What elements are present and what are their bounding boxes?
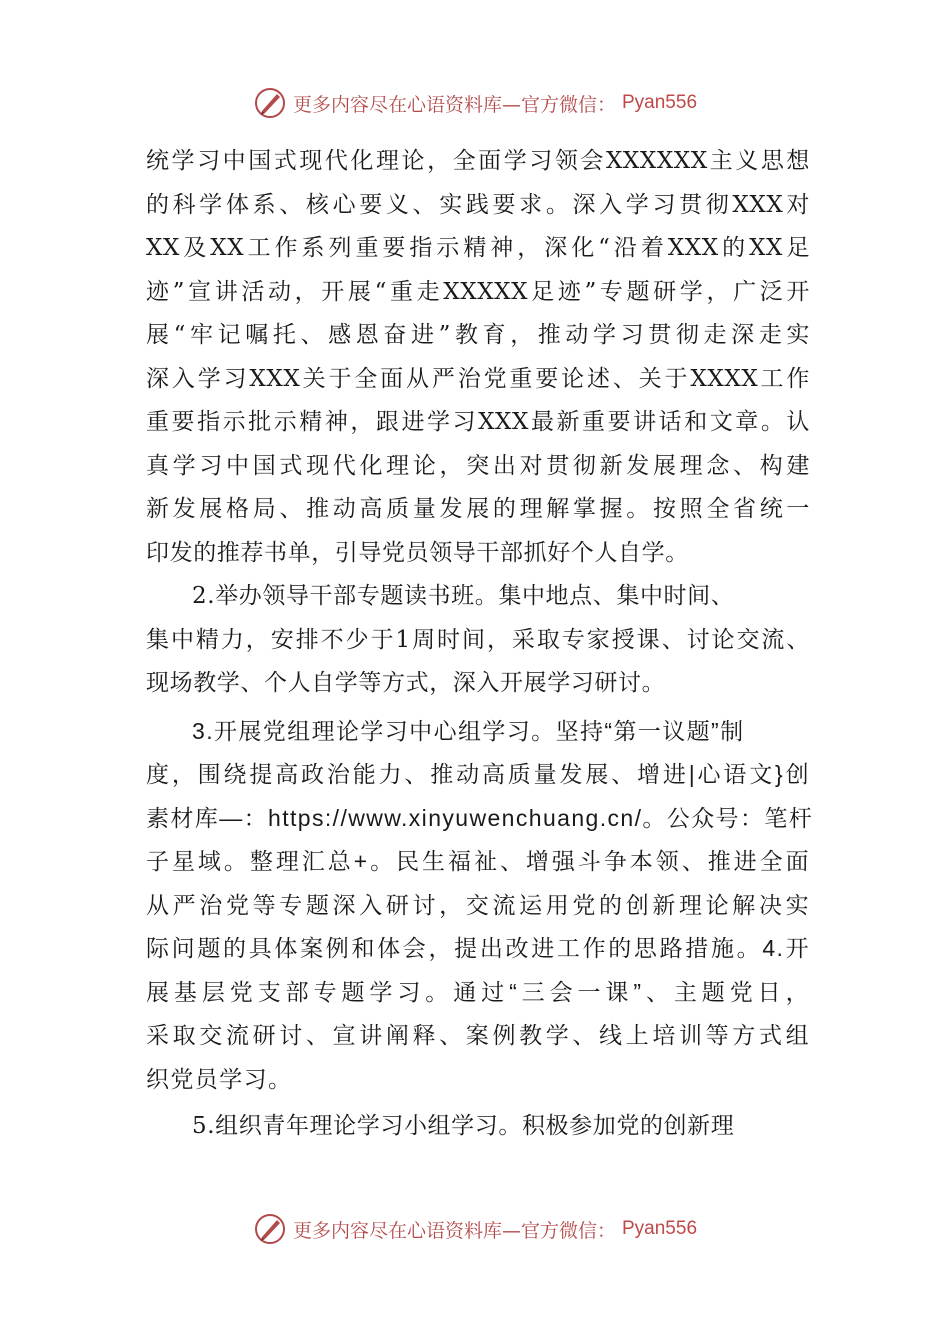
paragraph-5-line: 5.组织青年理论学习小组学习。积极参加党的创新理 [192,1113,735,1139]
watermark-url-line: 素材库—：https://www.xinyuwenchuang.cn/。公众号：笔杆 [146,804,814,831]
body-line: 从严治党等专题深入研讨，交流运用党的创新理论解决实 [146,891,810,918]
body-line: 深入学习XXX关于全面从严治党重要论述、关于XXXX工作 [146,365,810,392]
body-line: 现场教学、个人自学等方式，深入开展学习研讨。 [146,670,666,696]
pen-logo-icon [253,86,287,120]
body-line: 印发的推荐书单，引导党员领导干部抓好个人自学。 [146,539,689,566]
footer-banner-contact: Pyan556 [622,1218,698,1239]
body-line: XX及XX工作系列重要指示精神，深化“沿着XXX的XX足 [146,235,810,261]
body-line: 真学习中国式现代化理论，突出对贯彻新发展理念、构建 [146,452,810,479]
header-banner-contact: Pyan556 [622,92,698,113]
body-line: 的科学体系、核心要义、实践要求。深入学习贯彻XXX对 [146,191,810,218]
pen-logo-icon [253,1212,287,1246]
body-line: 迹”宣讲活动，开展“重走XXXXX足迹”专题研学，广泛开 [146,278,810,305]
body-line: 度，围绕提高政治能力、推动高质量发展、增进|心语文}创 [146,761,810,787]
footer-banner [0,1212,950,1246]
body-line: 采取交流研讨、宣讲阐释、案例教学、线上培训等方式组 [146,1022,810,1048]
body-line: 展基层党支部专题学习。通过“三会一课”、主题党日， [146,978,810,1005]
body-line: 际问题的具体案例和体会，提出改进工作的思路措施。4.开 [146,935,810,961]
paragraph-2-line: 2.举办领导干部专题读书班。集中地点、集中时间、 [192,583,735,609]
body-line: 统学习中国式现代化理论，全面学习领会XXXXXX主义思想 [146,148,810,174]
body-line: 展“牢记嘱托、感恩奋进”教育，推动学习贯彻走深走实 [146,322,810,348]
footer-banner-text: 更多内容尽在心语资料库—官方微信： [292,1219,616,1242]
body-line: 集中精力，安排不少于1周时间，采取专家授课、讨论交流、 [146,626,810,653]
header-banner [0,86,950,120]
body-line: 织党员学习。 [146,1065,293,1092]
body-line: 新发展格局、推动高质量发展的理解掌握。按照全省统一 [146,496,810,522]
document-body [146,140,814,1149]
body-line: 子星域。整理汇总+。民生福祉、增强斗争本领、推进全面 [146,848,810,874]
paragraph-3-line: 3.开展党组理论学习中心组学习。坚持“第一议题”制 [192,717,745,744]
header-banner-text: 更多内容尽在心语资料库—官方微信： [292,93,616,116]
body-line: 重要指示批示精神，跟进学习XXX最新重要讲话和文章。认 [146,409,810,435]
